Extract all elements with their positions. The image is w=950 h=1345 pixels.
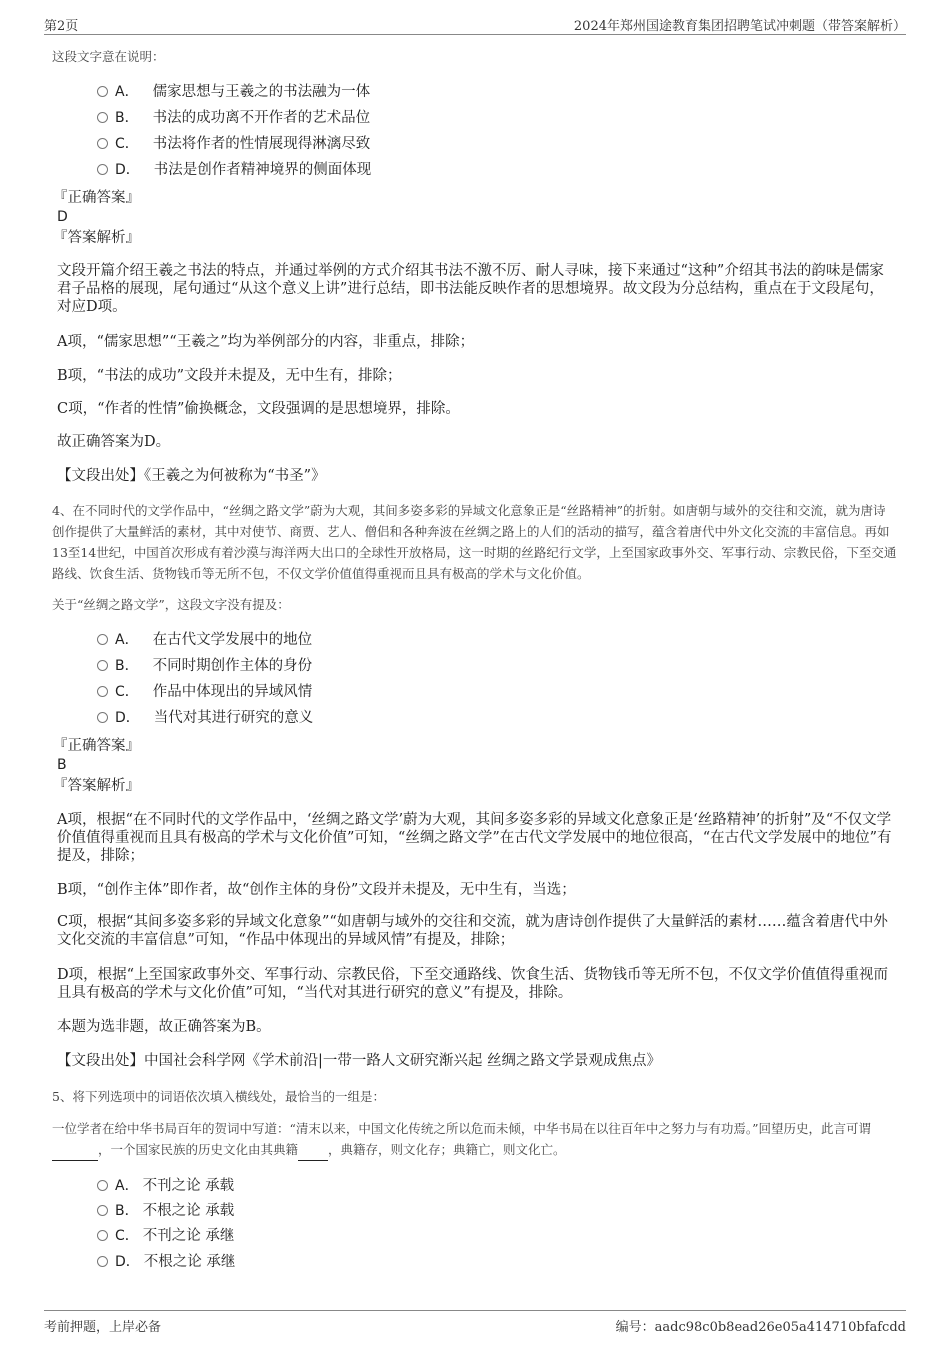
q3-option-b[interactable]: B． 书法的成功离不开作者的艺术品位 <box>97 108 370 128</box>
q4-analysis-d: D项，根据“上至国家政事外交、军事行动、宗教民俗，下至交通路线、饮食生活、货物钱币等无所不包，不仅文学价值值得重视而且具有极高的学术与文化价值”可知，“当代对其进行研究的意义”有提及，排除。 <box>57 967 889 1001</box>
document-id: 编号：aadc98c0b8ead26e05a414710bfafcdd <box>615 1320 906 1335</box>
q4-passage: 4、在不同时代的文学作品中，“丝绸之路文学”蔚为大观，其间多姿多彩的异域文化意象正是“丝路精神”的折射。如唐朝与域外的交往和交流，就为唐诗创作提供了大量鲜活的素材，其中对使节、商贾、艺人、僧侣和各种奔波在丝绸之路上的人们的活动的描写，蕴含着唐代中外文化交流的丰富信息。再如13至14世纪，中国首次形成有着沙漠与海洋两大出口的全球性开放格局，这一时期的丝路纪行文学，上至国家政事外交、军事行动、宗教民俗，下至交通路线、饮食生活、货物钱币等无所不包，不仅文学价值值得重视而且具有极高的学术与文化价值。 <box>52 503 897 581</box>
q5-stem: 5、将下列选项中的词语依次填入横线处，最恰当的一组是： <box>52 1089 385 1104</box>
page-header <box>44 12 906 35</box>
q4-answer: B <box>57 757 67 773</box>
q3-option-a[interactable]: A． 儒家思想与王羲之的书法融为一体 <box>97 82 370 102</box>
q3-option-d[interactable]: D． 书法是创作者精神境界的侧面体现 <box>97 160 371 180</box>
radio-icon[interactable] <box>97 138 108 149</box>
q4-option-a[interactable]: A． 在古代文学发展中的地位 <box>97 630 312 650</box>
q3-analysis-label: 『答案解析』 <box>53 230 140 246</box>
q3-prompt: 这段文字意在说明： <box>52 49 165 64</box>
fill-blank-2[interactable] <box>298 1139 328 1161</box>
q4-analysis-c: C项，根据“其间多姿多彩的异域文化意象”“如唐朝与域外的交往和交流，就为唐诗创作提供了大量鲜活的素材……蕴含着唐代中外文化交流的丰富信息”可知，“作品中体现出的异域风情”有提及，排除； <box>57 914 888 948</box>
footer-slogan: 考前押题，上岸必备 <box>44 1320 162 1335</box>
q4-prompt: 关于“丝绸之路文学”，这段文字没有提及： <box>52 597 290 612</box>
page-number: 第2页 <box>44 19 79 34</box>
radio-icon[interactable] <box>97 86 108 97</box>
q5-option-c[interactable]: C． 不刊之论 承继 <box>97 1226 234 1246</box>
page-footer <box>44 1310 906 1335</box>
radio-icon[interactable] <box>97 634 108 645</box>
q5-option-a[interactable]: A． 不刊之论 承载 <box>97 1176 234 1196</box>
q4-answer-label: 『正确答案』 <box>53 738 140 754</box>
q5-option-d[interactable]: D． 不根之论 承继 <box>97 1252 235 1272</box>
radio-icon[interactable] <box>97 1230 108 1241</box>
q3-conclusion: 故正确答案为D。 <box>57 434 171 450</box>
radio-icon[interactable] <box>97 712 108 723</box>
radio-icon[interactable] <box>97 112 108 123</box>
q3-option-c[interactable]: C． 书法将作者的性情展现得淋漓尽致 <box>97 134 370 154</box>
fill-blank-1[interactable] <box>52 1139 98 1161</box>
q3-answer-label: 『正确答案』 <box>53 190 140 206</box>
radio-icon[interactable] <box>97 686 108 697</box>
q3-analysis-b: B项，“书法的成功”文段并未提及，无中生有，排除； <box>57 368 402 384</box>
q4-analysis-a: A项，根据“在不同时代的文学作品中，‘丝绸之路文学’蔚为大观，其间多姿多彩的异域文化意象正是‘丝路精神’的折射”及“不仅文学价值值得重视而且具有极高的学术与文化价值”可知，“丝绸之路文学”在古代文学发展中的地位很高，“在古代文学发展中的地位”有提及，排除； <box>57 812 892 864</box>
q3-source: 【文段出处】《王羲之为何被称为“书圣”》 <box>57 468 326 484</box>
q4-conclusion: 本题为选非题，故正确答案为B。 <box>57 1019 271 1035</box>
q5-passage: 一位学者在给中华书局百年的贺词中写道：“清末以来，中国文化传统之所以危而未倾，中华书局在以往百年中之努力与有功焉。”回望历史，此言可谓，一个国家民族的历史文化由其典籍 ，典籍存，则文化存；典籍亡，则文化亡。 <box>52 1118 898 1161</box>
q3-analysis-summary: 文段开篇介绍王羲之书法的特点，并通过举例的方式介绍其书法不激不厉、耐人寻味，接下来通过“这种”介绍其书法的韵味是儒家君子品格的展现，尾句通过“从这个意义上讲”进行总结，即书法能反映作者的思想境界。故文段为分总结构，重点在于文段尾句，对应D项。 <box>57 263 884 315</box>
radio-icon[interactable] <box>97 164 108 175</box>
radio-icon[interactable] <box>97 1180 108 1191</box>
q4-option-b[interactable]: B． 不同时期创作主体的身份 <box>97 656 312 676</box>
q3-analysis-c: C项，“作者的性情”偷换概念，文段强调的是思想境界，排除。 <box>57 401 460 417</box>
q4-option-d[interactable]: D． 当代对其进行研究的意义 <box>97 708 313 728</box>
radio-icon[interactable] <box>97 660 108 671</box>
q4-analysis-label: 『答案解析』 <box>53 778 140 794</box>
q4-option-c[interactable]: C． 作品中体现出的异域风情 <box>97 682 312 702</box>
q4-analysis-b: B项，“创作主体”即作者，故“创作主体的身份”文段并未提及，无中生有，当选； <box>57 882 576 898</box>
radio-icon[interactable] <box>97 1205 108 1216</box>
document-title: 2024年郑州国途教育集团招聘笔试冲刺题（带答案解析） <box>573 19 906 34</box>
q3-answer: D <box>57 209 68 225</box>
q4-source: 【文段出处】中国社会科学网《学术前沿|一带一路人文研究渐兴起 丝绸之路文学景观成焦点》 <box>57 1053 661 1069</box>
radio-icon[interactable] <box>97 1256 108 1267</box>
q5-option-b[interactable]: B． 不根之论 承载 <box>97 1201 234 1221</box>
q3-analysis-a: A项，“儒家思想”“王羲之”均为举例部分的内容，非重点，排除； <box>57 334 475 350</box>
